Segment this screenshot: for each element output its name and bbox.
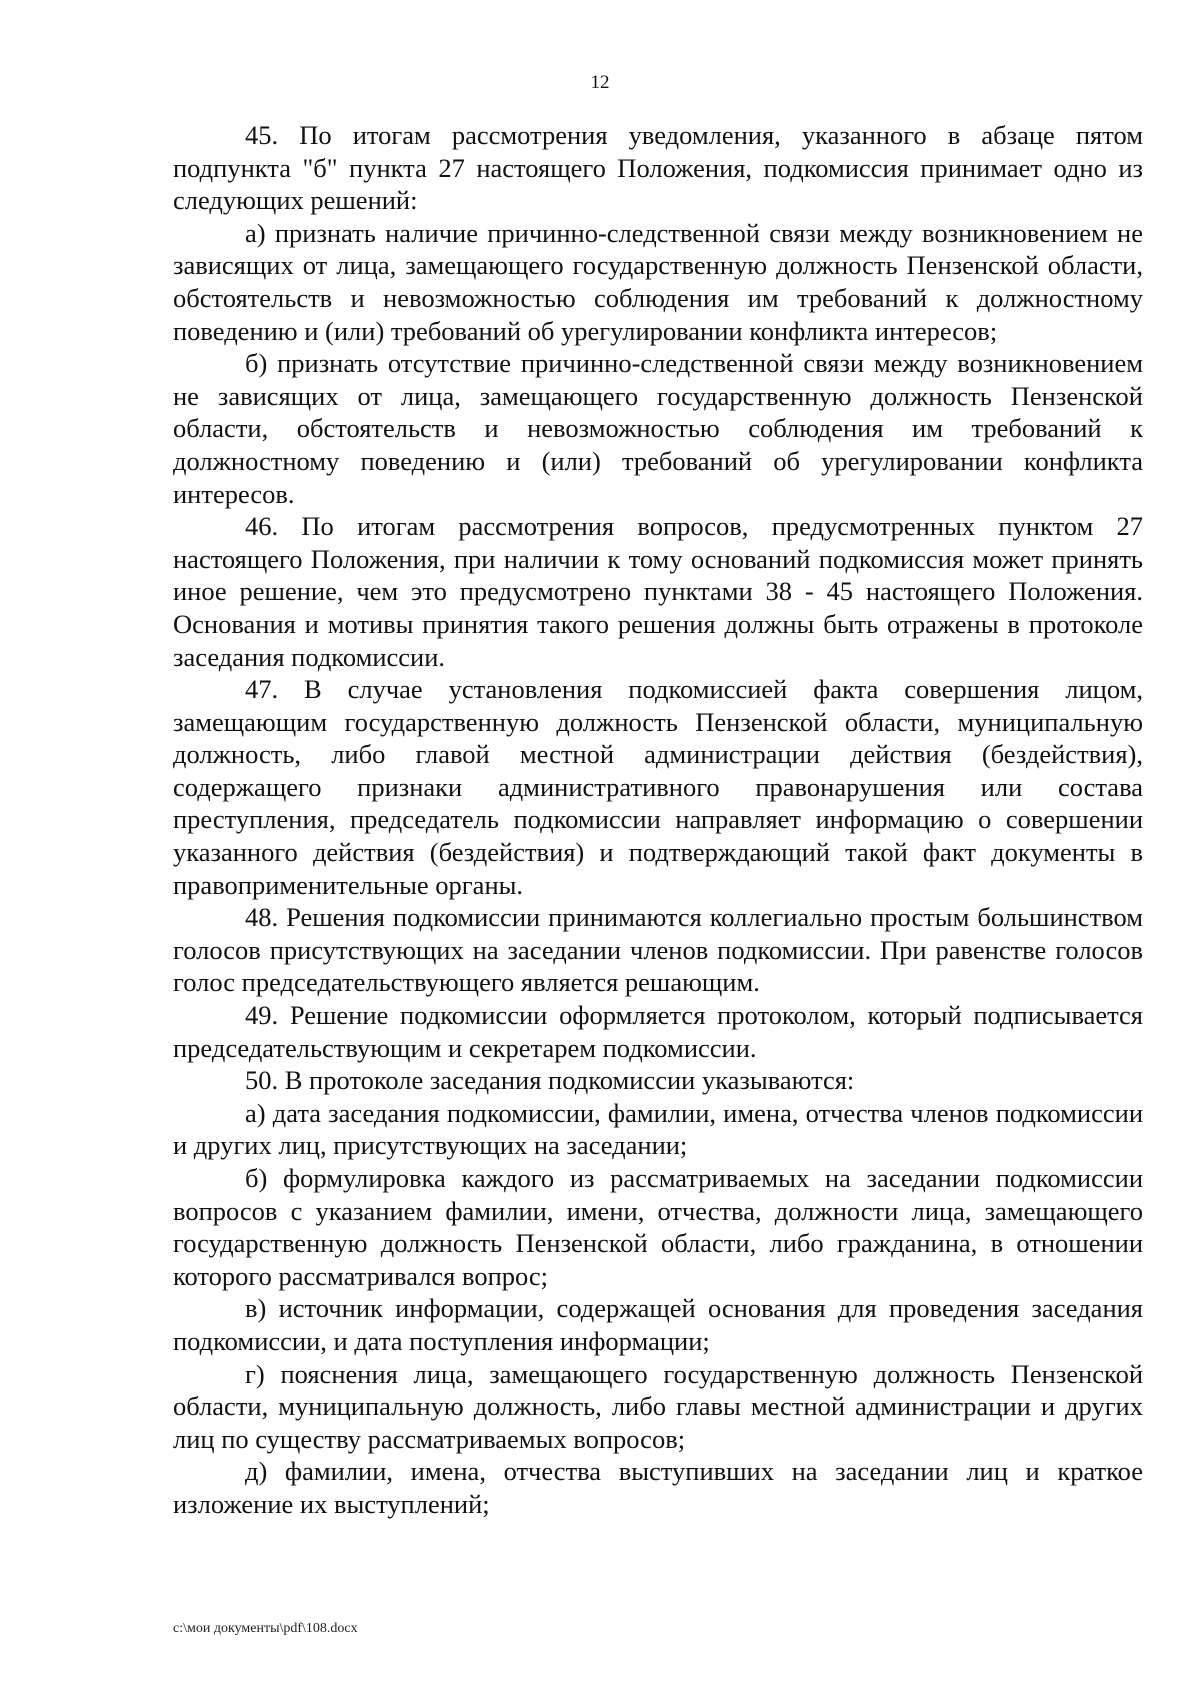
- paragraph-45-b: б) признать отсутствие причинно-следственной связи между возникновением не зависящих от лица, замещающего государственную должность Пензенской области, обстоятельств и невозможностью соблюдения им требований к должностному поведению и (или) требований об урегулировании конфликта интересов.: [173, 348, 1143, 509]
- paragraph-48: 48. Решения подкомиссии принимаются коллегиально простым большинством голосов присутствующих на заседании членов подкомиссии. При равенстве голосов голос председательствующего является решающим.: [173, 902, 1143, 998]
- paragraph-50: 50. В протоколе заседания подкомиссии указываются:: [245, 1065, 855, 1096]
- paragraph-49: 49. Решение подкомиссии оформляется протоколом, который подписывается председательствующим и секретарем подкомиссии.: [173, 1000, 1143, 1063]
- paragraph-50-a: а) дата заседания подкомиссии, фамилии, имена, отчества членов подкомиссии и других лиц, присутствующих на заседании;: [173, 1097, 1143, 1161]
- paragraph-45: 45. По итогам рассмотрения уведомления, указанного в абзаце пятом подпункта "б" пункта 27 настоящего Положения, подкомиссия принимает одно из следующих решений:: [173, 120, 1143, 216]
- paragraph-50-b: б) формулировка каждого из рассматриваемых на заседании подкомиссии вопросов с указанием фамилии, имени, отчества, должности лица, замещающего государственную должность Пензенской области, либо гражданина, в отношении которого рассматривался вопрос;: [173, 1163, 1143, 1291]
- paragraph-45-a: а) признать наличие причинно-следственной связи между возникновением не зависящих от лица, замещающего государственную должность Пензенской области, обстоятельств и невозможностью соблюдения им требований к должностному поведению и (или) требований об урегулировании конфликта интересов;: [173, 217, 1143, 346]
- paragraph-50-v: в) источник информации, содержащей основания для проведения заседания подкомиссии, и дата поступления информации;: [173, 1293, 1143, 1356]
- paragraph-46: 46. По итогам рассмотрения вопросов, предусмотренных пунктом 27 настоящего Положения, при наличии к тому оснований подкомиссия может принять иное решение, чем это предусмотрено пунктами 38 - 45 настоящего Положения. Основания и мотивы принятия такого решения должны быть отражены в протоколе заседания подкомиссии.: [173, 511, 1143, 672]
- file-path-footer: c:\мои документы\pdf\108.docx: [173, 1621, 358, 1636]
- paragraph-47: 47. В случае установления подкомиссией факта совершения лицом, замещающим государственную должность Пензенской области, муниципальную должность, либо главой местной администрации действия (бездействия), содержащего признаки административного правонарушения или состава преступления, председатель подкомиссии направляет информацию о совершении указанного действия (бездействия) и подтверждающий такой факт документы в правоприменительные органы.: [173, 674, 1143, 900]
- paragraph-50-g: г) пояснения лица, замещающего государственную должность Пензенской области, муниципальную должность, либо главы местной администрации и других лиц по существу рассматриваемых вопросов;: [173, 1358, 1143, 1454]
- document-body: [173, 119, 1143, 1521]
- page-number: 12: [590, 72, 610, 93]
- paragraph-50-d: д) фамилии, имена, отчества выступивших на заседании лиц и краткое изложение их выступлений;: [173, 1456, 1143, 1519]
